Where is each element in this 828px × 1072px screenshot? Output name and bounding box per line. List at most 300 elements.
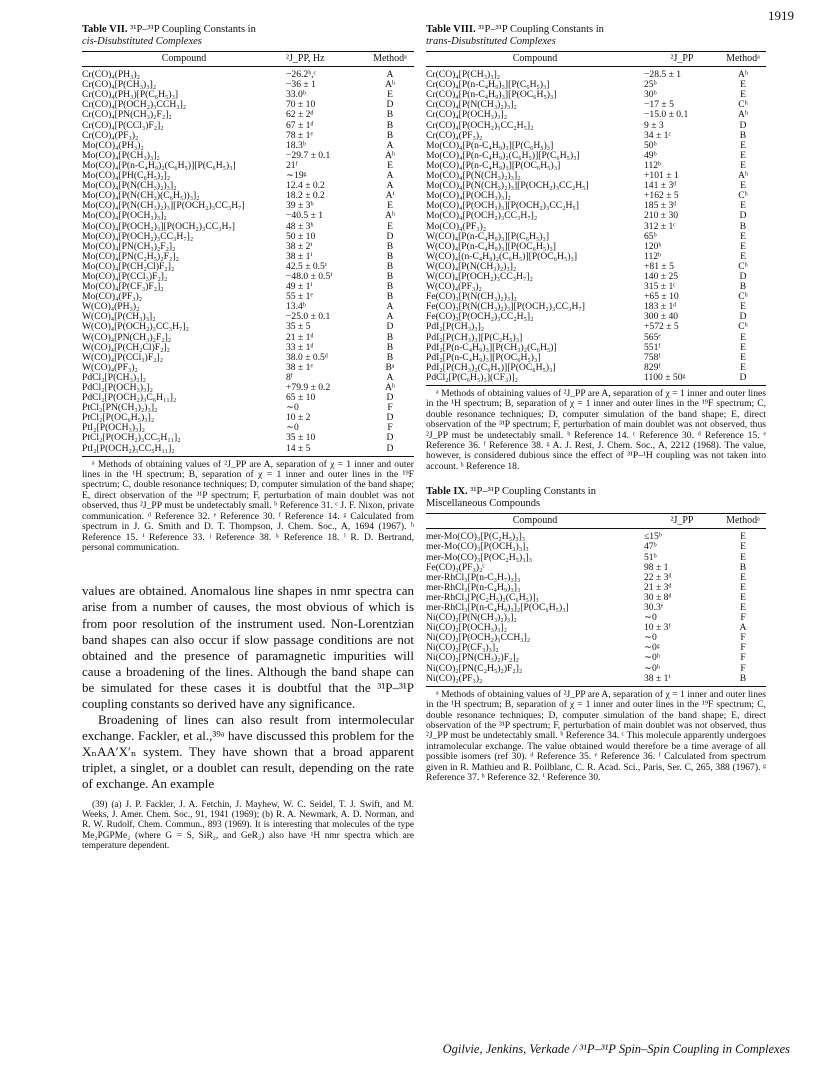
method-cell: F bbox=[387, 403, 393, 414]
table-row bbox=[82, 141, 414, 151]
jpp-cell: 65ᵇ bbox=[644, 231, 657, 242]
method-cell: Aʰ bbox=[737, 69, 748, 81]
table-row bbox=[426, 573, 766, 583]
table-row bbox=[426, 583, 766, 593]
table8-header-method: Methodᵃ bbox=[720, 52, 766, 67]
compound-cell: Cr(CO)₄[P(OCH₂)₃CC₂H₅]₂ bbox=[426, 120, 534, 131]
table-row bbox=[426, 191, 766, 201]
jpp-cell: 9 ± 3 bbox=[644, 120, 664, 131]
jpp-cell: −15.0 ± 0.1 bbox=[644, 110, 689, 121]
jpp-cell: 38 ± 1ⁱ bbox=[286, 251, 313, 262]
table-row bbox=[82, 90, 414, 100]
compound-cell: Mo(CO)₄(PF₃)₂ bbox=[82, 292, 143, 303]
method-cell: D bbox=[720, 373, 766, 386]
compound-cell: Ni(CO)₂[PN(C₂H₅)₂)F₂]₂ bbox=[426, 663, 523, 674]
jpp-cell: −40.5 ± 1 bbox=[286, 211, 324, 222]
method-cell: E bbox=[740, 352, 746, 363]
method-cell: F bbox=[740, 663, 746, 674]
compound-cell: Cr(CO)₄[P(OCH₃)₃]₂ bbox=[426, 110, 508, 121]
method-cell: A bbox=[386, 181, 394, 192]
jpp-cell: 38 ± 1ⁱ bbox=[644, 674, 720, 687]
table9-footnote: ᵃ Methods of obtaining values of ²J_PP are A, separation of χ = 1 inner and outer lines in the ¹H spectrum; B, separation of χ = 1 inner and outer lines in the ¹⁹F spectrum; C, double resonance techniques; D, computer simulation of the band shape; E, direct observation of the ³¹P spectrum; F, perturbation of main doublet was not observed, thus ²J_PP must be undetectably small. ᵇ Reference 34. ᶜ This molecule apparently undergoes intramolecular exchange. The value obtained would therefore be a time average of all possible isomers (ref 30). ᵈ Reference 35. ᵉ Reference 36. ᶠ Calculated from spectrum given in R. Mathieu and R. Poilblanc, C. R. Acad. Sci., Paris, Ser. C, 265, 388 (1967). ᵍ Reference 37. ʰ Reference 32. ⁱ Reference 30. bbox=[426, 688, 766, 783]
compound-cell: Mo(CO)₄(PH₃)₂ bbox=[82, 140, 144, 151]
table-row bbox=[426, 141, 766, 151]
compound-cell: Mo(CO)₄[P(n-C₄H₉)₃][P(C₆H₅)₃] bbox=[426, 140, 554, 151]
method-cell: E bbox=[740, 302, 746, 313]
method-cell: B bbox=[386, 282, 394, 293]
compound-cell: Ni(CO)₂[PN(CH₃)₂)F₂]₂ bbox=[426, 653, 519, 664]
method-cell: E bbox=[740, 603, 746, 613]
method-cell: Cʰ bbox=[738, 100, 748, 111]
table-row bbox=[426, 343, 766, 353]
jpp-cell: 312 ± 1ᶜ bbox=[644, 221, 676, 232]
compound-cell: Ni(CO)₂[P(OCH₂)₃CCH₃]₂ bbox=[426, 633, 531, 644]
method-cell: Cʰ bbox=[738, 322, 748, 333]
table-row bbox=[82, 191, 414, 201]
table-row bbox=[426, 292, 766, 302]
method-cell: D bbox=[386, 393, 394, 404]
compound-cell: PdI₂[P(CH₃)₃]₂ bbox=[426, 322, 485, 333]
table-row bbox=[426, 363, 766, 373]
compound-cell: W(CO)₄[P(CCl₃)F₂]₂ bbox=[82, 352, 164, 363]
table8-title: Table VIII. ³¹P–³¹P Coupling Constants in trans-Disubstituted Complexes bbox=[426, 24, 604, 47]
jpp-cell: 141 ± 3ᵈ bbox=[644, 181, 677, 192]
method-cell: A bbox=[386, 140, 394, 151]
compound-cell: PtI₂[P(OCH₂)₃CC₅H₁₁]₂ bbox=[82, 444, 286, 457]
table-row bbox=[82, 211, 414, 221]
method-cell: E bbox=[740, 592, 746, 603]
jpp-cell: 30.3ᵉ bbox=[644, 603, 664, 613]
table-row bbox=[426, 529, 766, 543]
table-row bbox=[82, 242, 414, 252]
jpp-cell: 49 ± 1ⁱ bbox=[286, 282, 313, 293]
table-row bbox=[426, 201, 766, 211]
table-row bbox=[82, 110, 414, 120]
table-row bbox=[426, 563, 766, 573]
jpp-cell: 1100 ± 50ᵍ bbox=[644, 373, 720, 386]
method-cell: A bbox=[386, 69, 394, 81]
compound-cell: PdCl₂[P(OCH₃)₃]₂ bbox=[82, 383, 153, 393]
method-cell: D bbox=[386, 413, 394, 424]
table-row bbox=[426, 181, 766, 191]
table7-header-jpp: ²J_PP, Hz bbox=[286, 52, 366, 67]
compound-cell: Cr(CO)₄(PF₃)₂ bbox=[82, 130, 139, 141]
jpp-cell: 33.0ᵇ bbox=[286, 90, 306, 101]
body-paragraph-1: values are obtained. Anomalous line shapes in nmr spectra can arise from a number of causes, the most obvious of which is from poor resolution of the instrument used. Non-Lorentzian band shapes can also occur if slow passage conditions are not obtained and the presence of paramagnetic impurities will cause a broadening of the lines. Although the band shape can be simulated for these cases it is doubtful that the ³¹P–³¹P coupling constants so derived have any significance. bbox=[82, 583, 414, 711]
table-row bbox=[82, 322, 414, 332]
method-cell: Cʰ bbox=[738, 261, 748, 272]
compound-cell: W(CO)₄(PF₃)₂ bbox=[82, 362, 138, 373]
jpp-cell: 30 ± 8ᵈ bbox=[644, 592, 672, 603]
jpp-cell: +572 ± 5 bbox=[644, 322, 679, 333]
table-row bbox=[82, 302, 414, 312]
method-cell: Cʰ bbox=[738, 292, 748, 303]
table-row bbox=[82, 67, 414, 81]
jpp-cell: ∼0 bbox=[644, 633, 657, 644]
jpp-cell: ∼0 bbox=[286, 423, 299, 434]
compound-cell: Mo(CO)₄(PF₃)₂ bbox=[426, 221, 487, 232]
method-cell: Aⁱ bbox=[385, 191, 395, 202]
table-row bbox=[426, 80, 766, 90]
compound-cell: W(CO)₄[(n-C₄H₉)₂(C₆H₅)][P(OC₆H₅)₃] bbox=[426, 251, 578, 262]
jpp-cell: ∼0ᵍ bbox=[644, 643, 660, 654]
table-row bbox=[426, 593, 766, 603]
right-column bbox=[426, 24, 766, 783]
jpp-cell: 18.2 ± 0.2 bbox=[286, 191, 325, 202]
jpp-cell: 78 ± 1ᵉ bbox=[286, 130, 313, 141]
table-row bbox=[82, 333, 414, 343]
compound-cell: W(CO)₄[PN(CH₃)₂F₂]₂ bbox=[82, 332, 172, 343]
method-cell: B bbox=[386, 120, 394, 131]
table8-footnote: ᵃ Methods of obtaining values of ²J_PP are A, separation of χ = 1 inner and outer lines in the ¹H spectrum; B, separation of χ = 1 inner and outer lines in the ¹⁹F spectrum; C, double resonance techniques; D, computer simulation of the band shape; E, direct observation of the ³¹P spectrum; F, perturbation of main doublet was not observed, thus ²J_PP must be undetectably small. ᵇ Reference 14. ᶜ Reference 30. ᵈ Reference 15. ᵉ Reference 36. ᶠ Reference 38. ᵍ A. J. Rest, J. Chem. Soc., A, 2212 (1968). The value, however, is considered dubious since the effect of ³¹P–¹H coupling was not taken into account. ʰ Reference 18. bbox=[426, 388, 766, 472]
compound-cell: mer-Mo(CO)₃[P(OCH₃)₃]₃ bbox=[426, 542, 529, 553]
table-row bbox=[426, 242, 766, 252]
table-row bbox=[426, 272, 766, 282]
table-row bbox=[82, 312, 414, 322]
jpp-cell: ∼0 bbox=[644, 613, 657, 624]
compound-cell: Cr(CO)₄[PN(CH₃)₂F₂]₂ bbox=[82, 110, 172, 121]
jpp-cell: +79.9 ± 0.2 bbox=[286, 383, 331, 393]
jpp-cell: 35 ± 10 bbox=[286, 433, 316, 444]
table-row bbox=[82, 131, 414, 141]
method-cell: F bbox=[740, 613, 746, 624]
jpp-cell: 14 ± 5 bbox=[286, 444, 366, 457]
method-cell: E bbox=[740, 332, 746, 343]
table-row bbox=[426, 553, 766, 563]
method-cell: D bbox=[739, 271, 747, 282]
method-cell: B bbox=[720, 674, 766, 687]
jpp-cell: +162 ± 5 bbox=[644, 191, 679, 202]
jpp-cell: −17 ± 5 bbox=[644, 100, 674, 111]
table-row bbox=[82, 353, 414, 363]
table-row bbox=[426, 353, 766, 363]
jpp-cell: +65 ± 10 bbox=[644, 292, 679, 303]
jpp-cell: 210 ± 30 bbox=[644, 211, 679, 222]
method-cell: Cʰ bbox=[738, 191, 748, 202]
method-cell: Aʰ bbox=[737, 171, 748, 182]
table-row bbox=[426, 312, 766, 322]
method-cell: D bbox=[739, 312, 747, 323]
method-cell: B bbox=[386, 332, 394, 343]
jpp-cell: 22 ± 3ᵈ bbox=[644, 572, 672, 583]
method-cell: B bbox=[739, 221, 747, 232]
method-cell: E bbox=[387, 160, 393, 171]
jpp-cell: 51ᵇ bbox=[644, 552, 657, 563]
jpp-cell: 35 ± 5 bbox=[286, 322, 311, 333]
table-row bbox=[426, 542, 766, 552]
compound-cell: Fe(CO)₃[P(N(CH₃)₂)₃][P(OCH₂)₃CC₃H₇] bbox=[426, 302, 585, 313]
compound-cell: Mo(CO)₄[P(OCH₂)₃][P(OCH₂)₃CC₃H₇] bbox=[82, 221, 235, 232]
method-cell: B bbox=[386, 271, 394, 282]
jpp-cell: 65 ± 10 bbox=[286, 393, 316, 404]
table-row bbox=[426, 67, 766, 81]
table8-header-jpp: ²J_PP bbox=[644, 52, 720, 67]
jpp-cell: ∼0 bbox=[286, 403, 299, 414]
method-cell: E bbox=[740, 572, 746, 583]
compound-cell: PtCl₂[P(OC₆H₅)₃]₂ bbox=[82, 413, 155, 424]
table-row bbox=[82, 262, 414, 272]
method-cell: E bbox=[740, 552, 746, 563]
jpp-cell: −26.2ᵇ,ᶜ bbox=[286, 69, 317, 81]
jpp-cell: +81 ± 5 bbox=[644, 261, 674, 272]
jpp-cell: ∼19ᵍ bbox=[286, 171, 307, 182]
compound-cell: Mo(CO)₄[P(n-C₄H₉)₃][P(OC₆H₅)₃] bbox=[426, 160, 561, 171]
jpp-cell: 120ᵇ bbox=[644, 241, 662, 252]
table-row bbox=[82, 121, 414, 131]
compound-cell: Mo(CO)₄[P(OCH₃)₃]₂ bbox=[82, 211, 167, 222]
table-row bbox=[426, 222, 766, 232]
jpp-cell: 140 ± 25 bbox=[644, 271, 679, 282]
table-row bbox=[82, 232, 414, 242]
method-cell: E bbox=[740, 140, 746, 151]
compound-cell: Cr(CO)₄(PH₃)₂ bbox=[82, 69, 140, 81]
compound-cell: W(CO)₄[P(n-C₄H₉)₃][P(OC₆H₅)₃] bbox=[426, 241, 556, 252]
table-row bbox=[82, 433, 414, 443]
jpp-cell: 38 ± 1ᵉ bbox=[286, 362, 313, 373]
method-cell: D bbox=[386, 231, 394, 242]
method-cell: B bbox=[386, 130, 394, 141]
table-row bbox=[426, 674, 766, 687]
jpp-cell: 185 ± 3ᵈ bbox=[644, 201, 677, 212]
jpp-cell: 33 ± 1ᵈ bbox=[286, 342, 314, 353]
table-row bbox=[426, 161, 766, 171]
compound-cell: PtI₂[P(OCH₃)₃]₂ bbox=[82, 423, 145, 434]
table-row bbox=[82, 423, 414, 433]
method-cell: A bbox=[386, 171, 394, 182]
method-cell: A bbox=[739, 623, 747, 634]
compound-cell: Mo(CO)₄[P(CF₃)F₂]₂ bbox=[82, 282, 164, 293]
table-row bbox=[426, 100, 766, 110]
table-row bbox=[426, 131, 766, 141]
table-row bbox=[82, 393, 414, 403]
method-cell: D bbox=[386, 433, 394, 444]
jpp-cell: 25ᵇ bbox=[644, 80, 657, 91]
method-cell: Aʰ bbox=[384, 150, 395, 161]
method-cell: B bbox=[739, 562, 747, 573]
table-row bbox=[426, 211, 766, 221]
table7 bbox=[82, 51, 414, 457]
table-row bbox=[82, 80, 414, 90]
method-cell: E bbox=[740, 531, 746, 543]
jpp-cell: +101 ± 1 bbox=[644, 171, 679, 182]
compound-cell: Mo(CO)₄[P(N(CH₃)(C₆H₅))₃]₂ bbox=[82, 191, 200, 202]
method-cell: E bbox=[740, 160, 746, 171]
jpp-cell: 62 ± 2ᵈ bbox=[286, 110, 314, 121]
jpp-cell: 10 ± 3ᶠ bbox=[644, 623, 671, 634]
jpp-cell: −48.0 ± 0.5ⁱ bbox=[286, 271, 333, 282]
table-row bbox=[426, 322, 766, 332]
compound-cell: PdI₂[P(CH₃)₃][P(C₂H₅)₃] bbox=[426, 332, 523, 343]
table-row bbox=[426, 151, 766, 161]
method-cell: B bbox=[386, 261, 394, 272]
table-row bbox=[426, 110, 766, 120]
compound-cell: W(CO)₄[P(n-C₄H₉)₃][P(C₆H₅)₃] bbox=[426, 231, 550, 242]
compound-cell: Cr(CO)₄(PH₃)[P(C₆H₅)₃] bbox=[82, 90, 179, 101]
table-row bbox=[426, 262, 766, 272]
method-cell: D bbox=[739, 211, 747, 222]
method-cell: B bbox=[739, 282, 747, 293]
compound-cell: W(CO)₄[P(N(CH₃)₂)₃]₂ bbox=[426, 261, 517, 272]
table-row bbox=[426, 333, 766, 343]
jpp-cell: 39 ± 3ᵇ bbox=[286, 201, 314, 212]
compound-cell: Cr(CO)₄[P(n-C₄H₉)₃][P(C₆H₅)₃] bbox=[426, 80, 550, 91]
compound-cell: Mo(CO)₄[P(OCH₃)₃][P(OCH₂)₃CC₂H₅] bbox=[426, 201, 579, 212]
method-cell: E bbox=[387, 90, 393, 101]
table9-header-method: Methodᵃ bbox=[720, 514, 766, 529]
method-cell: A bbox=[386, 372, 394, 383]
table-row bbox=[426, 623, 766, 633]
method-cell: E bbox=[740, 90, 746, 101]
method-cell: Aʰ bbox=[384, 211, 395, 222]
table-row bbox=[426, 633, 766, 643]
table-row bbox=[426, 252, 766, 262]
method-cell: E bbox=[740, 181, 746, 192]
table7-title: Table VII. ³¹P–³¹P Coupling Constants in cis-Disubstituted Complexes bbox=[82, 24, 256, 47]
jpp-cell: 12.4 ± 0.2 bbox=[286, 181, 325, 192]
left-column bbox=[82, 24, 414, 852]
compound-cell: W(CO)₄(PH₃)₂ bbox=[82, 302, 140, 313]
compound-cell: Ni(CO)₂[P(CF₃)₃]₂ bbox=[426, 643, 499, 654]
jpp-cell: 8ᶠ bbox=[286, 372, 293, 383]
compound-cell: mer-Mo(CO)₃[P(C₂H₅)₃]₃ bbox=[426, 531, 526, 543]
table-row bbox=[426, 613, 766, 623]
compound-cell: Cr(CO)₄[P(OCH₂)₃CCH₃]₂ bbox=[82, 100, 187, 111]
compound-cell: W(CO)₄(PF₃)₂ bbox=[426, 282, 482, 293]
table-row bbox=[82, 181, 414, 191]
compound-cell: Cr(CO)₄[P(CH₃)₃]₂ bbox=[82, 80, 157, 91]
table-row bbox=[82, 171, 414, 181]
compound-cell: W(CO)₄[P(OCH₂)₃CC₃H₇]₂ bbox=[82, 322, 189, 333]
page-number: 1919 bbox=[768, 8, 794, 23]
table-row bbox=[426, 171, 766, 181]
jpp-cell: 829ᶠ bbox=[644, 362, 661, 373]
jpp-cell: 98 ± 1 bbox=[644, 562, 669, 573]
jpp-cell: 50 ± 10 bbox=[286, 231, 316, 242]
compound-cell: Mo(CO)₄[PH(C₆H₅)₂]₂ bbox=[82, 171, 171, 182]
jpp-cell: 315 ± 1ᶜ bbox=[644, 282, 676, 293]
compound-cell: Mo(CO)₄[P(OCH₂)₃CC₃H₇]₂ bbox=[426, 211, 538, 222]
jpp-cell: 21 ± 1ᵈ bbox=[286, 332, 314, 343]
compound-cell: Cr(CO)₄[P(CH₃)₃]₂ bbox=[426, 69, 501, 81]
method-cell: E bbox=[740, 150, 746, 161]
compound-cell: mer-RhCl₃[P(C₂H₅)₂(C₆H₅)]₃ bbox=[426, 592, 539, 603]
method-cell: B bbox=[386, 342, 394, 353]
table-row bbox=[82, 413, 414, 423]
table7-header-compound: Compound bbox=[82, 52, 286, 67]
compound-cell: PtCl₂[PN(CH₃)₂)₃]₂ bbox=[82, 403, 158, 414]
jpp-cell: 30ᵇ bbox=[644, 90, 657, 101]
method-cell: E bbox=[740, 362, 746, 373]
table9-title: Table IX. ³¹P–³¹P Coupling Constants in Miscellaneous Compounds bbox=[426, 486, 596, 510]
method-cell: D bbox=[366, 444, 414, 457]
method-cell: E bbox=[387, 201, 393, 212]
compound-cell: Ni(CO)₂[P(N(CH₃)₂)₃]₂ bbox=[426, 613, 517, 624]
compound-cell: Fe(CO)₃[P(N(CH₃)₂)₃]₂ bbox=[426, 292, 517, 303]
reference-39: (39) (a) J. P. Fackler, J. A. Fetchin, J. Mayhew, W. C. Seidel, T. J. Swift, and M. Weeks, J. Amer. Chem. Soc., 91, 1941 (1969); (b) R. A. Newmark, A. D. Norman, and R. W. Rudolf, Chem. Commun., 893 (1969). It is interesting that molecules of the type Me₂PGPMe₂ (where G = S, SiR₂, and GeR₂) also have ¹H nmr spectra which are temperature dependent. bbox=[82, 799, 414, 852]
jpp-cell: 551ᶠ bbox=[644, 342, 661, 353]
table9 bbox=[426, 513, 766, 687]
table-row bbox=[426, 643, 766, 653]
table-row bbox=[82, 363, 414, 373]
compound-cell: Mo(CO)₄[P(OCH₃)₃]₂ bbox=[426, 191, 511, 202]
compound-cell: Mo(CO)₄[PN(CH₃)₂F₂]₂ bbox=[82, 241, 176, 252]
table-row bbox=[82, 343, 414, 353]
method-cell: E bbox=[387, 221, 393, 232]
compound-cell: Ni(CO)₂[P(OCH₃)₃]₂ bbox=[426, 623, 508, 634]
jpp-cell: ∼0ʰ bbox=[644, 653, 660, 664]
table-row bbox=[82, 100, 414, 110]
compound-cell: PdI₂[P(CH₃)₂(C₆H₅)][P(OC₆H₅)₃] bbox=[426, 362, 556, 373]
compound-cell: mer-RhCl₃[P(n-C₄H₉)₃]₃ bbox=[426, 582, 521, 593]
compound-cell: Cr(CO)₄[P(N(CH₃)₂)₃]₂ bbox=[426, 100, 517, 111]
table-row bbox=[426, 232, 766, 242]
method-cell: B bbox=[386, 251, 394, 262]
jpp-cell: −28.5 ± 1 bbox=[644, 69, 682, 81]
table-row bbox=[426, 121, 766, 131]
jpp-cell: 70 ± 10 bbox=[286, 100, 316, 111]
method-cell: D bbox=[386, 322, 394, 333]
jpp-cell: 21 ± 3ᵈ bbox=[644, 582, 672, 593]
compound-cell: Ni(CO)₂(PF₃)₂ bbox=[426, 674, 644, 687]
table-row bbox=[82, 403, 414, 413]
jpp-cell: 21ᶠ bbox=[286, 160, 298, 171]
table7-footnote: ᵃ Methods of obtaining values of ²J_PP are A, separation of χ = 1 inner and outer lines in the ¹H spectrum; B, separation of χ = 1 inner and outer lines in the ¹⁹F spectrum; C, double resonance techniques; D, computer simulation of the band shape; E, direct observation of the ³¹P spectrum; F, perturbation of main doublet was not observed, thus ²J_PP must be undetectably small. ᵇ Reference 31. ᶜ J. F. Nixon, private communication. ᵈ Reference 32. ᵉ Reference 30. ᶠ Reference 14. ᵍ Calculated from spectrum in J. G. Smith and D. T. Thompson, J. Chem. Soc., A, 1694 (1967). ʰ Reference 15. ⁱ Reference 33. ʲ Reference 38. ᵏ Reference 18. ˡ R. D. Bertrand, personal communication. bbox=[82, 458, 414, 553]
table-row bbox=[426, 282, 766, 292]
table-row bbox=[82, 151, 414, 161]
compound-cell: Cr(CO)₄[P(n-C₄H₉)₃][P(OC₆H₅)₃] bbox=[426, 90, 557, 101]
compound-cell: PdCl₂[P(OCH₂)₃C₆H₁₁]₂ bbox=[82, 393, 177, 404]
compound-cell: Mo(CO)₄[P(n-C₄H₉)₂(C₆H₅)][P(C₆H₅)₃] bbox=[82, 160, 236, 171]
jpp-cell: 42.5 ± 0.5ⁱ bbox=[286, 261, 327, 272]
compound-cell: Fe(CO)₃(PF₃)₂ᶜ bbox=[426, 562, 485, 573]
table-row bbox=[82, 292, 414, 302]
compound-cell: Mo(CO)₄[P(n-C₄H₉)₂(C₆H₅)][P(C₆H₅)₃] bbox=[426, 150, 580, 161]
method-cell: Aʰ bbox=[737, 110, 748, 121]
jpp-cell: 758ᶠ bbox=[644, 352, 661, 363]
compound-cell: mer-RhCl₃[P(n-C₃H₇)₃]₃ bbox=[426, 572, 521, 583]
table-row bbox=[82, 222, 414, 232]
compound-cell: Mo(CO)₄[P(N(CH₃)₂)₃][P(OCH₂)₃CC₂H₅] bbox=[426, 181, 589, 192]
jpp-cell: 38.0 ± 0.5ᵈ bbox=[286, 352, 328, 363]
table7-header-method: Methodᵃ bbox=[366, 52, 414, 67]
table-row bbox=[82, 272, 414, 282]
jpp-cell: 10 ± 2 bbox=[286, 413, 311, 424]
method-cell: F bbox=[740, 643, 746, 654]
compound-cell: Mo(CO)₄[P(CCl₃)F₂]₂ bbox=[82, 271, 168, 282]
method-cell: A bbox=[386, 312, 394, 323]
compound-cell: Mo(CO)₄[P(N(CH₃)₂)₃]₂ bbox=[426, 171, 521, 182]
method-cell: D bbox=[739, 120, 747, 131]
method-cell: B bbox=[386, 292, 394, 303]
method-cell: E bbox=[740, 231, 746, 242]
table-row bbox=[426, 90, 766, 100]
jpp-cell: ≤15ᵇ bbox=[644, 531, 662, 543]
jpp-cell: −29.7 ± 0.1 bbox=[286, 150, 331, 161]
jpp-cell: 300 ± 40 bbox=[644, 312, 679, 323]
page-footer: Ogilvie, Jenkins, Verkade / ³¹P–³¹P Spin–Spin Coupling in Complexes bbox=[442, 1042, 790, 1056]
method-cell: B bbox=[386, 241, 394, 252]
table-row bbox=[82, 201, 414, 211]
compound-cell: mer-RhCl₃[P(n-C₄H₉)₃]₂[P(OC₆H₅)₃] bbox=[426, 603, 569, 613]
jpp-cell: ∼0ʰ bbox=[644, 663, 660, 674]
method-cell: F bbox=[740, 633, 746, 644]
table-row bbox=[82, 444, 414, 457]
compound-cell: PdCl₂[P(CH₃)₃]₂ bbox=[82, 372, 147, 383]
compound-cell: Cr(CO)₄[P(CCl₃)F₂]₂ bbox=[82, 120, 164, 131]
compound-cell: PdI₂[P(n-C₄H₉)₃][P(CH₃)₂(C₆H₅)] bbox=[426, 342, 557, 353]
jpp-cell: −25.0 ± 0.1 bbox=[286, 312, 331, 323]
method-cell: Bᵃ bbox=[385, 362, 395, 373]
